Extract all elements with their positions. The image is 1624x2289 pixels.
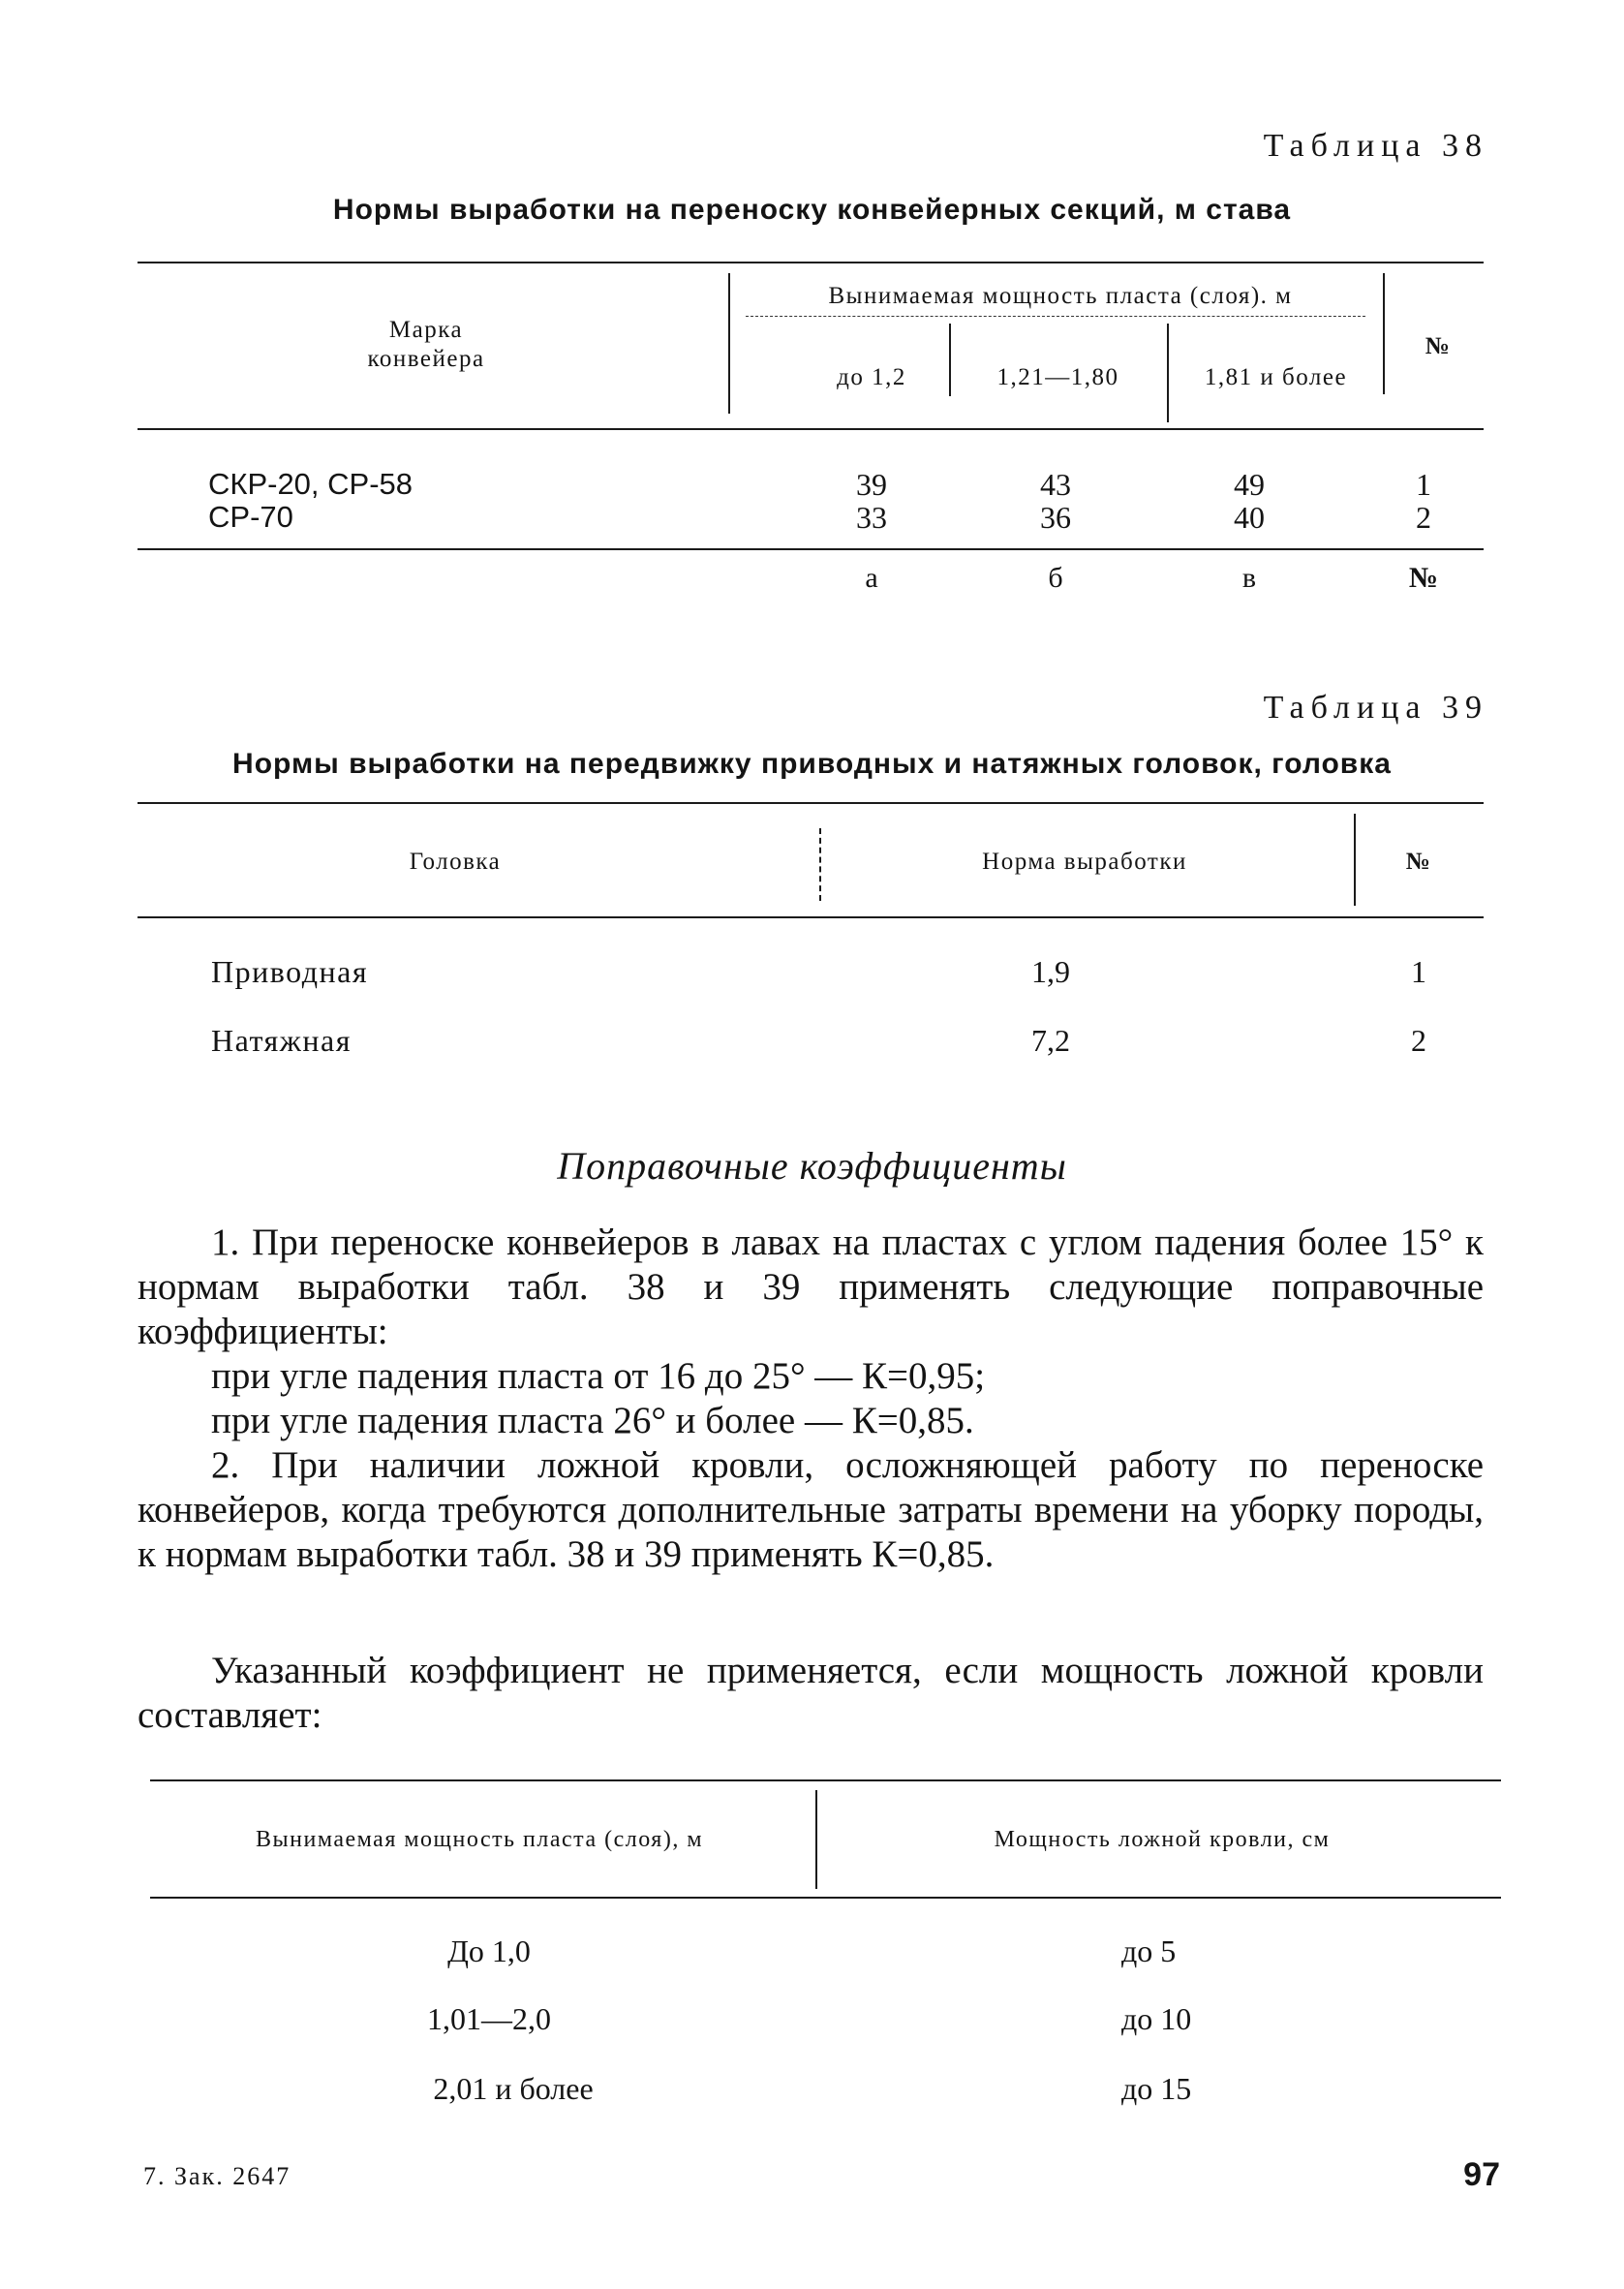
table38-header-brand: Марка конвейера (367, 317, 485, 372)
table38-row1-brand: СКР-20, СР-58 (208, 467, 414, 501)
table39-divider (819, 828, 821, 901)
table39-top-rule (138, 802, 1484, 804)
correction-line-2: при угле падения пласта 26° и более — К=0,85. (211, 1400, 974, 1441)
roof-row2-roof: до 10 (1121, 2001, 1192, 2036)
table39-header-num: № (1405, 849, 1432, 875)
table38-bottom-rule (138, 548, 1484, 550)
corrections-heading: Поправочные коэффициенты (557, 1144, 1067, 1188)
roof-row2-thickness: 1,01—2,0 (427, 2001, 551, 2036)
correction-paragraph-2: 2. При наличии ложной кровли, осложняющей работу по переноске конвейеров, когда требуются дополнительные затраты времени на уборку породы, к нормам выработки табл. 38 и 39 применять К=0,85. (138, 1444, 1484, 1575)
correction-paragraph-3: Указанный коэффициент не применяется, если мощность ложной кровли составляет: (138, 1650, 1484, 1736)
table38-divider (949, 324, 951, 396)
table38-top-rule (138, 262, 1484, 263)
roof-table-header-rule (150, 1897, 1501, 1899)
table39-header-head: Головка (409, 849, 502, 875)
table38-title: Нормы выработки на переноску конвейерных секций, м става (332, 194, 1292, 226)
table38-header-rule (138, 428, 1484, 430)
table39-row1-norm: 1,9 (1031, 954, 1070, 989)
table39-row1-num: 1 (1411, 954, 1426, 989)
table39-row2-norm: 7,2 (1031, 1023, 1070, 1058)
table38-row2-brand: СР-70 (208, 500, 293, 534)
table38-row1-c: 49 (1234, 467, 1265, 502)
roof-row3-roof: до 15 (1121, 2071, 1192, 2106)
table38-header-col-a: до 1,2 (837, 364, 906, 390)
table38-footer-c: в (1241, 562, 1257, 594)
roof-header-roof: Мощность ложной кровли, см (994, 1827, 1331, 1852)
table38-row2-num: 2 (1416, 500, 1431, 535)
table38-group-rule (746, 316, 1365, 317)
roof-row3-thickness: 2,01 и более (433, 2071, 594, 2106)
correction-line-1: при угле падения пласта от 16 до 25° — К=0,95; (211, 1355, 986, 1397)
table38-divider (1167, 324, 1169, 422)
table38-footer-num: № (1408, 562, 1439, 594)
table39-row2-head: Натяжная (211, 1023, 352, 1058)
table39-row2-num: 2 (1411, 1023, 1426, 1058)
table38-row1-a: 39 (856, 467, 887, 502)
table38-footer-a: а (865, 562, 878, 594)
table38-divider (1383, 273, 1385, 394)
page-number: 97 (1463, 2156, 1500, 2193)
table38-header-col-b: 1,21—1,80 (996, 364, 1119, 390)
table39-title: Нормы выработки на передвижку приводных и натяжных головок, головка (232, 748, 1392, 780)
table38-row2-a: 33 (856, 500, 887, 535)
roof-row1-roof: до 5 (1121, 1933, 1177, 1968)
table38-divider (728, 273, 730, 414)
table38-row1-b: 43 (1040, 467, 1071, 502)
table39-divider (1354, 814, 1356, 906)
roof-table-divider (815, 1790, 817, 1889)
roof-header-thickness: Вынимаемая мощность пласта (слоя), м (256, 1827, 703, 1852)
table38-header-num: № (1425, 333, 1452, 359)
table38-row1-num: 1 (1416, 467, 1431, 502)
table39-row1-head: Приводная (211, 954, 369, 989)
table38-footer-b: б (1048, 562, 1063, 594)
table38-header-group: Вынимаемая мощность пласта (слоя). м (828, 283, 1293, 309)
table39-header-norm: Норма выработки (982, 849, 1187, 875)
table38-row2-c: 40 (1234, 500, 1265, 535)
table38-header-col-c: 1,81 и более (1204, 364, 1348, 390)
order-number: 7. Зак. 2647 (143, 2162, 291, 2190)
table39-header-rule (138, 916, 1484, 918)
table38-row2-b: 36 (1040, 500, 1071, 535)
roof-row1-thickness: До 1,0 (447, 1933, 531, 1968)
table39-number: Таблица 39 (1263, 690, 1488, 726)
table38-number: Таблица 38 (1263, 128, 1488, 164)
roof-table-top-rule (150, 1779, 1501, 1781)
correction-paragraph-1: 1. При переноске конвейеров в лавах на пластах с углом падения более 15° к нормам выработки табл. 38 и 39 применять следующие поправочные коэффициенты: (138, 1222, 1484, 1352)
